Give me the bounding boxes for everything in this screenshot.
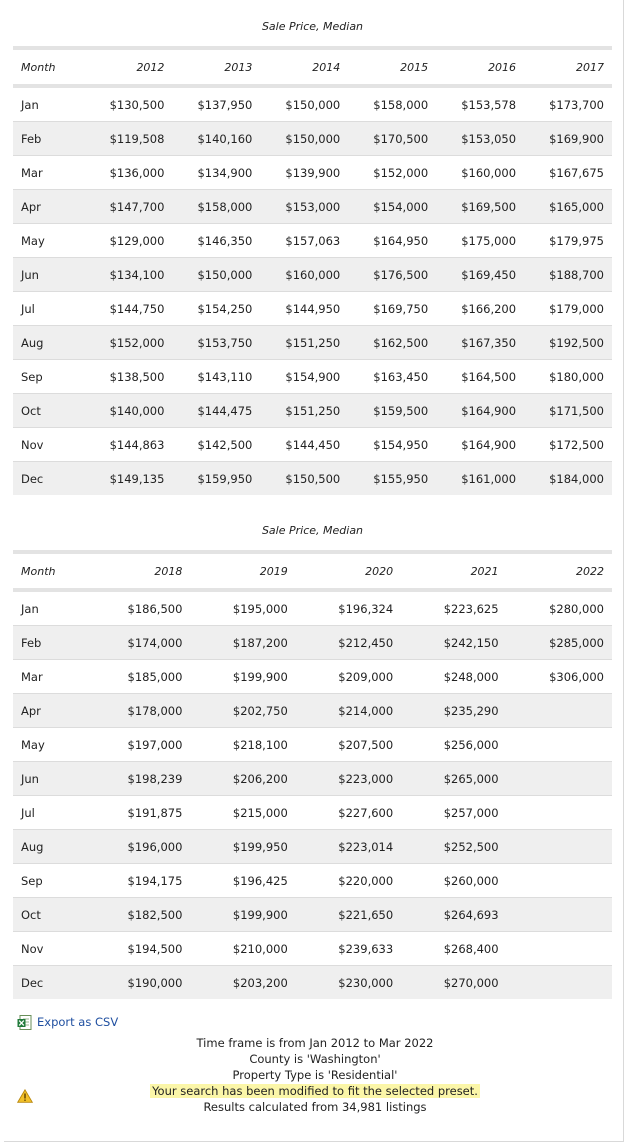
price-cell: $184,000 bbox=[549, 471, 604, 486]
year-column-header: 2018 bbox=[154, 564, 183, 578]
price-cell: $163,450 bbox=[373, 369, 429, 384]
price-cell: $230,000 bbox=[338, 975, 394, 990]
price-cell: $223,000 bbox=[338, 771, 394, 786]
price-cell: $152,000 bbox=[109, 335, 165, 350]
price-cell: $198,239 bbox=[127, 771, 183, 786]
export-csv-link[interactable] bbox=[17, 1013, 118, 1031]
price-cell: $159,950 bbox=[197, 471, 253, 486]
price-cell: $160,000 bbox=[461, 165, 517, 180]
price-cell: $190,000 bbox=[127, 975, 183, 990]
table-row bbox=[13, 190, 612, 224]
price-cell: $306,000 bbox=[549, 669, 604, 684]
price-cell: $248,000 bbox=[443, 669, 499, 684]
price-cell: $149,135 bbox=[109, 471, 165, 486]
price-cell: $154,900 bbox=[285, 369, 341, 384]
price-cell: $130,500 bbox=[109, 97, 165, 112]
year-column-header: 2012 bbox=[136, 60, 165, 74]
price-cell: $119,508 bbox=[109, 131, 165, 146]
year-column-header: 2020 bbox=[365, 564, 394, 578]
table-row bbox=[13, 796, 612, 830]
month-cell: Feb bbox=[21, 131, 42, 146]
price-cell: $174,000 bbox=[127, 635, 183, 650]
table-row bbox=[13, 88, 612, 122]
price-cell: $207,500 bbox=[338, 737, 394, 752]
price-cell: $197,000 bbox=[127, 737, 183, 752]
price-cell: $182,500 bbox=[127, 907, 183, 922]
price-cell: $162,500 bbox=[373, 335, 429, 350]
price-cell: $136,000 bbox=[109, 165, 165, 180]
price-cell: $159,500 bbox=[373, 403, 429, 418]
price-cell: $186,500 bbox=[127, 601, 183, 616]
month-cell: Nov bbox=[21, 437, 44, 452]
month-cell: Nov bbox=[21, 941, 44, 956]
month-column-header: Month bbox=[21, 60, 56, 74]
price-cell: $196,000 bbox=[127, 839, 183, 854]
price-cell: $203,200 bbox=[232, 975, 288, 990]
price-cell: $146,350 bbox=[197, 233, 253, 248]
price-cell: $154,250 bbox=[197, 301, 253, 316]
price-cell: $134,100 bbox=[109, 267, 165, 282]
price-cell: $199,900 bbox=[232, 669, 288, 684]
table-row bbox=[13, 156, 612, 190]
price-cell: $242,150 bbox=[443, 635, 499, 650]
price-cell: $188,700 bbox=[549, 267, 604, 282]
price-cell: $143,110 bbox=[197, 369, 253, 384]
price-cell: $147,700 bbox=[109, 199, 165, 214]
price-cell: $239,633 bbox=[338, 941, 394, 956]
table-row bbox=[13, 694, 612, 728]
price-cell: $180,000 bbox=[549, 369, 604, 384]
month-cell: Apr bbox=[21, 199, 41, 214]
month-cell: Dec bbox=[21, 975, 44, 990]
year-column-header: 2016 bbox=[488, 60, 517, 74]
price-cell: $252,500 bbox=[443, 839, 499, 854]
price-cell: $153,050 bbox=[461, 131, 517, 146]
price-cell: $196,425 bbox=[232, 873, 288, 888]
price-cell: $150,000 bbox=[285, 97, 341, 112]
price-cell: $144,450 bbox=[285, 437, 341, 452]
price-cell: $138,500 bbox=[109, 369, 165, 384]
price-cell: $227,600 bbox=[338, 805, 394, 820]
county-text: County is 'Washington' bbox=[249, 1052, 381, 1066]
price-cell: $179,000 bbox=[549, 301, 604, 316]
price-cell: $235,290 bbox=[443, 703, 499, 718]
property-type-text: Property Type is 'Residential' bbox=[232, 1068, 398, 1082]
price-cell: $199,900 bbox=[232, 907, 288, 922]
table-title: Sale Price, Median bbox=[261, 524, 364, 537]
year-column-header: 2022 bbox=[575, 564, 604, 578]
price-cell: $158,000 bbox=[373, 97, 429, 112]
table-row bbox=[13, 360, 612, 394]
table-body bbox=[13, 88, 612, 495]
table-row bbox=[13, 762, 612, 796]
month-cell: Mar bbox=[21, 669, 43, 684]
price-cell: $173,700 bbox=[549, 97, 604, 112]
price-cell: $167,675 bbox=[549, 165, 604, 180]
price-cell: $157,063 bbox=[285, 233, 341, 248]
price-cell: $151,250 bbox=[285, 403, 341, 418]
price-cell: $169,900 bbox=[549, 131, 604, 146]
price-cell: $167,350 bbox=[461, 335, 517, 350]
search-summary bbox=[0, 1035, 630, 1115]
price-cell: $144,475 bbox=[197, 403, 253, 418]
price-cell: $140,000 bbox=[109, 403, 165, 418]
price-cell: $270,000 bbox=[443, 975, 499, 990]
price-cell: $209,000 bbox=[338, 669, 394, 684]
price-cell: $164,900 bbox=[461, 403, 517, 418]
table-row bbox=[13, 966, 612, 999]
table-row bbox=[13, 122, 612, 156]
price-cell: $220,000 bbox=[338, 873, 394, 888]
table-row bbox=[13, 830, 612, 864]
price-cell: $144,950 bbox=[285, 301, 341, 316]
price-cell: $154,000 bbox=[373, 199, 429, 214]
table-body bbox=[13, 592, 612, 999]
warning-icon bbox=[17, 1088, 33, 1102]
year-column-header: 2014 bbox=[312, 60, 341, 74]
price-cell: $215,000 bbox=[232, 805, 288, 820]
price-cell: $257,000 bbox=[443, 805, 499, 820]
price-cell: $191,875 bbox=[127, 805, 183, 820]
year-column-header: 2017 bbox=[575, 60, 604, 74]
price-cell: $161,000 bbox=[461, 471, 517, 486]
month-cell: Jan bbox=[21, 97, 39, 112]
price-cell: $280,000 bbox=[549, 601, 604, 616]
price-cell: $214,000 bbox=[338, 703, 394, 718]
table-header-row bbox=[13, 50, 612, 84]
price-cell: $169,450 bbox=[461, 267, 517, 282]
table-row bbox=[13, 864, 612, 898]
month-cell: Dec bbox=[21, 471, 44, 486]
price-cell: $195,000 bbox=[232, 601, 288, 616]
table-title: Sale Price, Median bbox=[261, 20, 364, 33]
price-cell: $139,900 bbox=[285, 165, 341, 180]
month-cell: Jan bbox=[21, 601, 39, 616]
month-cell: Jun bbox=[21, 267, 39, 282]
price-cell: $264,693 bbox=[443, 907, 499, 922]
price-cell: $265,000 bbox=[443, 771, 499, 786]
table-header-row bbox=[13, 554, 612, 588]
price-cell: $223,014 bbox=[338, 839, 394, 854]
month-column-header: Month bbox=[21, 564, 56, 578]
price-cell: $268,400 bbox=[443, 941, 499, 956]
price-cell: $164,500 bbox=[461, 369, 517, 384]
price-cell: $153,578 bbox=[461, 97, 517, 112]
price-cell: $152,000 bbox=[373, 165, 429, 180]
month-cell: Oct bbox=[21, 403, 41, 418]
month-cell: Aug bbox=[21, 335, 44, 350]
year-column-header: 2021 bbox=[470, 564, 499, 578]
year-column-header: 2019 bbox=[259, 564, 288, 578]
month-cell: May bbox=[21, 737, 45, 752]
year-column-header: 2013 bbox=[224, 60, 253, 74]
table-row bbox=[13, 394, 612, 428]
price-cell: $158,000 bbox=[197, 199, 253, 214]
price-cell: $165,000 bbox=[549, 199, 604, 214]
table-row bbox=[13, 462, 612, 495]
price-cell: $179,975 bbox=[549, 233, 604, 248]
month-cell: Aug bbox=[21, 839, 44, 854]
price-cell: $192,500 bbox=[549, 335, 604, 350]
price-cell: $137,950 bbox=[197, 97, 253, 112]
price-cell: $144,750 bbox=[109, 301, 165, 316]
price-cell: $164,950 bbox=[373, 233, 429, 248]
price-cell: $144,863 bbox=[109, 437, 165, 452]
price-cell: $160,000 bbox=[285, 267, 341, 282]
preset-warning-text: Your search has been modified to fit the selected preset. bbox=[152, 1084, 478, 1098]
price-cell: $142,500 bbox=[197, 437, 253, 452]
price-cell: $223,625 bbox=[443, 601, 499, 616]
price-cell: $140,160 bbox=[197, 131, 253, 146]
price-cell: $178,000 bbox=[127, 703, 183, 718]
price-cell: $151,250 bbox=[285, 335, 341, 350]
price-cell: $194,500 bbox=[127, 941, 183, 956]
price-cell: $150,000 bbox=[285, 131, 341, 146]
table-row bbox=[13, 898, 612, 932]
excel-file-icon bbox=[17, 1015, 32, 1030]
month-cell: Feb bbox=[21, 635, 42, 650]
month-cell: Sep bbox=[21, 873, 43, 888]
price-cell: $153,750 bbox=[197, 335, 253, 350]
table-row bbox=[13, 660, 612, 694]
price-cell: $170,500 bbox=[373, 131, 429, 146]
table-row bbox=[13, 932, 612, 966]
time-frame-text: Time frame is from Jan 2012 to Mar 2022 bbox=[196, 1036, 434, 1050]
price-cell: $212,450 bbox=[338, 635, 394, 650]
price-cell: $166,200 bbox=[461, 301, 517, 316]
month-cell: Jul bbox=[21, 805, 35, 820]
price-cell: $155,950 bbox=[373, 471, 429, 486]
price-cell: $210,000 bbox=[232, 941, 288, 956]
price-cell: $196,324 bbox=[338, 601, 394, 616]
price-cell: $199,950 bbox=[232, 839, 288, 854]
table-row bbox=[13, 592, 612, 626]
month-cell: Sep bbox=[21, 369, 43, 384]
price-cell: $221,650 bbox=[338, 907, 394, 922]
month-cell: Oct bbox=[21, 907, 41, 922]
year-column-header: 2015 bbox=[400, 60, 429, 74]
price-cell: $218,100 bbox=[232, 737, 288, 752]
price-cell: $172,500 bbox=[549, 437, 604, 452]
month-cell: Mar bbox=[21, 165, 43, 180]
price-cell: $285,000 bbox=[549, 635, 604, 650]
table-row bbox=[13, 326, 612, 360]
price-cell: $194,175 bbox=[127, 873, 183, 888]
table-row bbox=[13, 224, 612, 258]
price-cell: $202,750 bbox=[232, 703, 288, 718]
table-row bbox=[13, 258, 612, 292]
price-cell: $169,500 bbox=[461, 199, 517, 214]
export-csv-label[interactable]: Export as CSV bbox=[37, 1015, 119, 1029]
price-cell: $175,000 bbox=[461, 233, 517, 248]
price-cell: $153,000 bbox=[285, 199, 341, 214]
table-row bbox=[13, 626, 612, 660]
price-cell: $154,950 bbox=[373, 437, 429, 452]
month-cell: Jul bbox=[21, 301, 35, 316]
price-cell: $134,900 bbox=[197, 165, 253, 180]
price-cell: $164,900 bbox=[461, 437, 517, 452]
price-cell: $150,000 bbox=[197, 267, 253, 282]
price-cell: $260,000 bbox=[443, 873, 499, 888]
price-cell: $185,000 bbox=[127, 669, 183, 684]
sale-price-table-2018-2022 bbox=[13, 512, 612, 999]
price-cell: $187,200 bbox=[232, 635, 288, 650]
table-row bbox=[13, 728, 612, 762]
price-cell: $169,750 bbox=[373, 301, 429, 316]
price-cell: $150,500 bbox=[285, 471, 341, 486]
sale-price-table-2012-2017 bbox=[13, 8, 612, 495]
month-cell: Jun bbox=[21, 771, 39, 786]
price-cell: $129,000 bbox=[109, 233, 165, 248]
table-row bbox=[13, 428, 612, 462]
month-cell: Apr bbox=[21, 703, 41, 718]
results-count-text: Results calculated from 34,981 listings bbox=[203, 1100, 427, 1114]
price-cell: $171,500 bbox=[549, 403, 604, 418]
month-cell: May bbox=[21, 233, 45, 248]
price-cell: $256,000 bbox=[443, 737, 499, 752]
price-cell: $206,200 bbox=[232, 771, 288, 786]
table-row bbox=[13, 292, 612, 326]
price-cell: $176,500 bbox=[373, 267, 429, 282]
